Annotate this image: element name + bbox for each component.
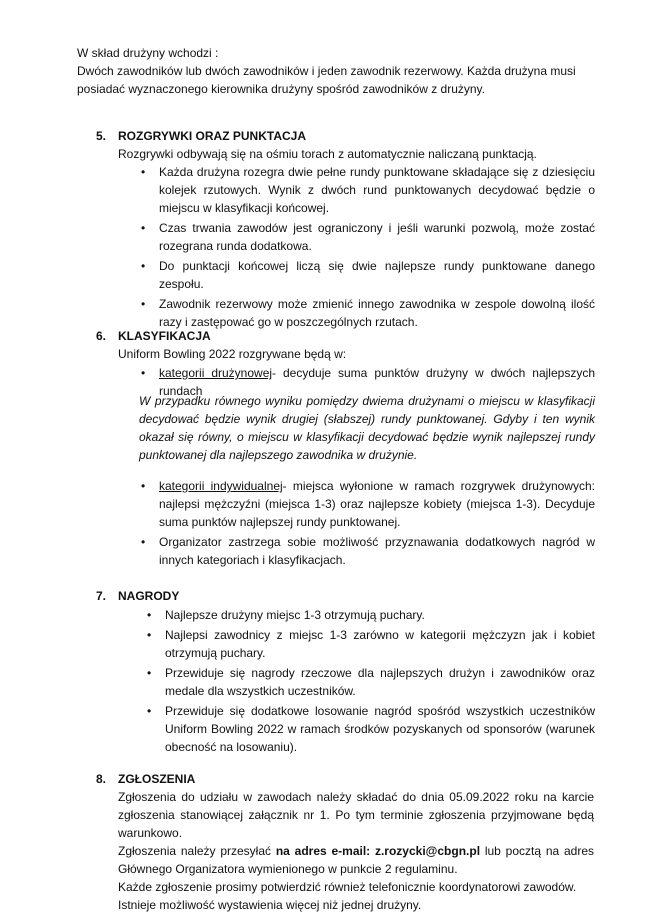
section-5-number: 5. (96, 129, 107, 143)
section-6-heading (96, 327, 211, 345)
multiple-teams-text: Istnieje możliwość wystawienia więcej niż jednej drużyny. (118, 898, 422, 912)
section-7-heading (96, 587, 179, 605)
section-6-lead: Uniform Bowling 2022 rozgrywane będą w: (118, 347, 347, 361)
submission-deadline-text: Zgłoszenia do udziału w zawodach należy składać do dnia 05.09.2022 roku na karcie zgłoszenia stanowiącej załącznik nr 1. Po tym terminie zgłoszenia przyjmowane będą warunkowo. (118, 790, 594, 840)
contact-tail: lub pocztą na adres Głównego Organizatora wymienionego w punkcie 2 regulaminu. (118, 844, 595, 876)
submission-contact-text (118, 842, 594, 878)
list-item: • Przewiduje się nagrody rzeczowe dla najlepszych drużyn i zawodników oraz medale dla wszystkich uczestników. (143, 664, 595, 700)
intro-line-2: Dwóch zawodników lub dwóch zawodników i jeden zawodnik rezerwowy. Każda drużyna musi posiadać wyznaczonego kierownika drużyny spośród zawodników z drużyny. (77, 64, 576, 96)
section-7-title: NAGRODY (118, 589, 180, 603)
intro-block (77, 44, 617, 98)
category-individual-desc: - miejsca wyłonione w ramach rozgrywek drużynowych: najlepsi mężczyźni (miejsca 1-3) oraz najlepsze kobiety (miejsca 1-3). Decyduje suma punktów najlepszej rundy punktowanej. (159, 479, 595, 529)
list-item: • Czas trwania zawodów jest ograniczony i jeśli warunki pozwolą, może zostać rozegrana runda dodatkowa. (137, 219, 595, 255)
phone-confirmation-text: Każde zgłoszenie prosimy potwierdzić również telefonicznie koordynatorowi zawodów. (118, 880, 577, 894)
section-8-number: 8. (96, 772, 107, 786)
section-5-heading (96, 127, 306, 145)
list-item: • Każda drużyna rozegra dwie pełne rundy punktowane składające się z dziesięciu kolejek rzutowych. Wynik z dwóch rund punktowanych decydować będzie o miejscu w klasyfikacji końcowej. (137, 163, 595, 217)
list-item: • Do punktacji końcowej liczą się dwie najlepsze rundy punktowane danego zespołu. (137, 257, 595, 293)
section-6-number: 6. (96, 329, 107, 343)
section-8-body (118, 788, 594, 914)
intro-line-1: W skład drużyny wchodzi : (77, 46, 219, 60)
section-5-lead: Rozgrywki odbywają się na ośmiu torach z automatycznie naliczaną punktacją. (118, 147, 537, 161)
section-7-number: 7. (96, 589, 107, 603)
list-item: • Przewiduje się dodatkowe losowanie nagród spośród wszystkich uczestników Uniform Bowling 2022 w ramach środków pozyskanych od sponsorów (warunek obecność na losowaniu). (143, 702, 595, 756)
section-8-heading (96, 770, 195, 788)
tie-break-note: W przypadku równego wyniku pomiędzy dwiema drużynami o miejscu w klasyfikacji decydować będzie wynik drugiej (słabszej) rundy punktowanej. Gdyby i ten wynik okazał się równy, o miejscu w klasyfikacji decydować będzie wynik najlepszej rundy punktowanej dla najlepszego zawodnika w drużynie. (139, 394, 595, 462)
list-item: • Zawodnik rezerwowy może zmienić innego zawodnika w zespole dowolną ilość razy i zastępować go w poszczególnych rzutach. (137, 295, 595, 331)
list-item (137, 477, 595, 531)
section-8-title: ZGŁOSZENIA (118, 772, 196, 786)
section-6-list-b (137, 477, 595, 569)
section-6-title: KLASYFIKACJA (118, 329, 211, 343)
section-5-list (137, 163, 595, 331)
contact-email-link[interactable]: na adres e-mail: z.rozycki@cbgn.pl (275, 844, 481, 858)
category-individual-label: kategorii indywidualnej (159, 479, 283, 493)
category-team-desc: - decyduje suma punktów drużyny w dwóch najlepszych rundach (159, 366, 595, 398)
section-5-title: ROZGRYWKI ORAZ PUNKTACJA (118, 129, 306, 143)
contact-lead: Zgłoszenia należy przesyłać (118, 844, 276, 858)
list-item: • Najlepsze drużyny miejsc 1-3 otrzymują puchary. (143, 606, 595, 624)
list-item: • Organizator zastrzega sobie możliwość przyznawania dodatkowych nagród w innych kategoriach i klasyfikacjach. (137, 533, 595, 569)
section-7-list (143, 606, 595, 756)
category-team-label: kategorii drużynowej (159, 366, 273, 380)
list-item: • Najlepsi zawodnicy z miejsc 1-3 zarówno w kategorii mężczyzn jak i kobiet otrzymują puchary. (143, 626, 595, 662)
